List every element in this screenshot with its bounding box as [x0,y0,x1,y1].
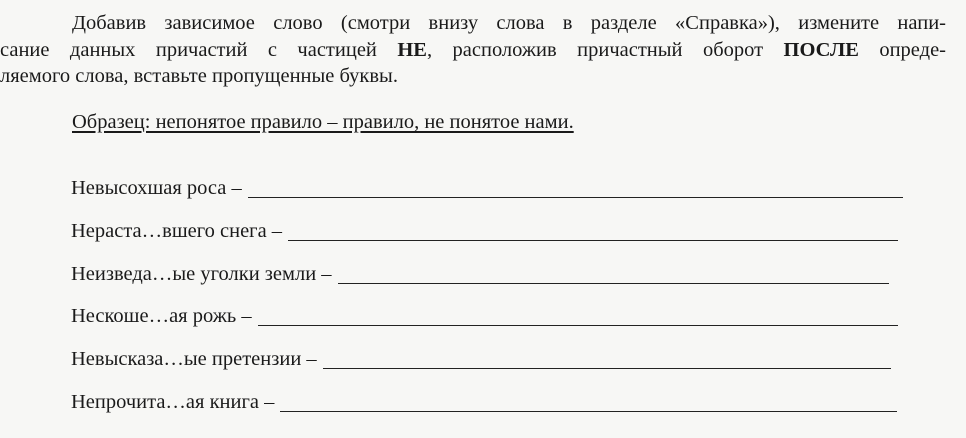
instruction-bold-posle: ПОСЛЕ [783,38,859,61]
exercise-phrase: Непрочита…ая книга – [71,391,275,413]
answer-blank[interactable] [323,367,891,369]
exercise-row-2 [71,215,898,243]
exercise-phrase: Нескоше…ая рожь – [71,305,252,327]
sample-example: Образец: непонятое правило – правило, не понятое нами. [72,111,574,133]
instruction-text-3: ляемого слова, вставьте пропущенные буквы. [0,65,398,87]
instruction-text-2c: опреде- [858,38,946,61]
exercise-phrase: Нераста…вшего снега – [71,220,283,242]
answer-blank[interactable] [288,239,898,241]
answer-blank[interactable] [338,282,889,284]
instruction-line-3 [0,63,946,90]
exercise-row-4 [71,300,898,328]
exercise-row-3 [71,258,889,286]
instruction-line-2 [0,37,946,64]
answer-blank[interactable] [258,324,898,326]
exercise-row-6 [71,386,897,414]
exercise-row-1 [71,172,903,200]
instruction-line-1 [0,10,946,37]
instruction-paragraph [0,10,946,90]
exercise-phrase: Невысказа…ые претензии – [71,348,317,370]
answer-blank[interactable] [248,196,903,198]
answer-blank[interactable] [280,410,897,412]
instruction-text-1: Добавив зависимое слово (смотри внизу слова в разделе «Справка»), измените напи- [72,12,946,34]
instruction-text-2b: , расположив причастный оборот [426,38,784,61]
instruction-text-2a: сание данных причастий с частицей [0,38,398,61]
instruction-bold-ne: НЕ [397,38,427,61]
exercise-phrase: Невысохшая роса – [71,177,242,199]
exercise-phrase: Неизведа…ые уголки земли – [71,263,332,285]
exercise-row-5 [71,343,891,371]
